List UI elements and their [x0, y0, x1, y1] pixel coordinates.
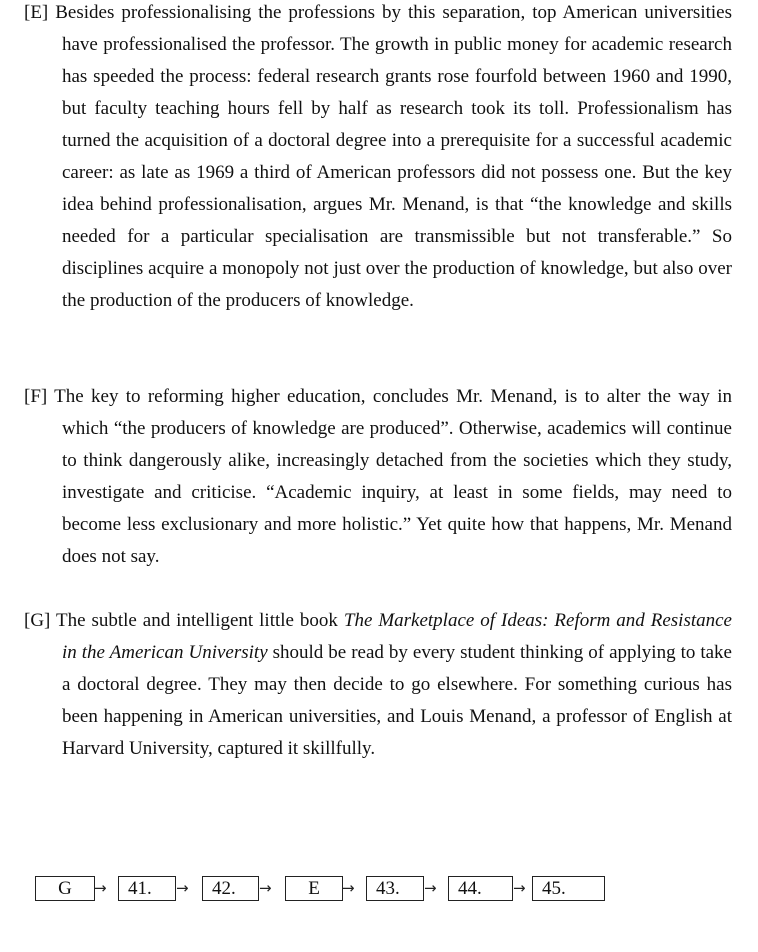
answer-box-44[interactable]: 44. [448, 876, 513, 901]
sequence-box-g: G [35, 876, 95, 901]
answer-box-41[interactable]: 41. [118, 876, 176, 901]
arrow-icon: → [424, 879, 437, 897]
paragraph-f: [F] The key to reforming higher education, concludes Mr. Menand, is to alter the way in which “the producers of knowledge are produced”. Otherwise, academics will continue to think dangerously alike, increasingly detached from the societies which they study, investigate and criticise. “Academic inquiry, at least in some fields, may need to become less exclusionary and more holistic.” Yet quite how that happens, Mr. Menand does not say. [24, 386, 732, 567]
answer-box-43[interactable]: 43. [366, 876, 424, 901]
answer-box-42[interactable]: 42. [202, 876, 259, 901]
arrow-icon: → [342, 879, 355, 897]
arrow-icon: → [513, 879, 526, 897]
arrow-icon: → [176, 879, 189, 897]
answer-box-45[interactable]: 45. [532, 876, 605, 901]
arrow-icon: → [94, 879, 107, 897]
paragraph-e: [E] Besides professionalising the professions by this separation, top American universities have professionalised the professor. The growth in public money for academic research has speeded the process: federal research grants rose fourfold between 1960 and 1990, but faculty teaching hours fell by half as research took its toll. Professionalism has turned the acquisition of a doctoral degree into a prerequisite for a successful academic career: as late as 1969 a third of American professors did not possess one. But the key idea behind professionalisation, argues Mr. Menand, is that “the knowledge and skills needed for a particular specialisation are transmissible but not transferable.” So disciplines acquire a monopoly not just over the production of knowledge, but also over the production of the producers of knowledge. [24, 2, 732, 311]
paragraph-g-body: should be read by every student thinking of applying to take a doctoral degree. They may then decide to go elsewhere. For something curious has been happening in American universities, and Louis Menand, a professor of English at Harvard University, captured it skillfully. [62, 642, 732, 759]
book-title: The Marketplace of Ideas: Reform and Resistance in the American University [62, 610, 732, 663]
paragraph-g-intro: [G] The subtle and intelligent little book [24, 610, 344, 631]
arrow-icon: → [259, 879, 272, 897]
paragraph-g [24, 605, 732, 765]
sequence-box-e: E [285, 876, 343, 901]
